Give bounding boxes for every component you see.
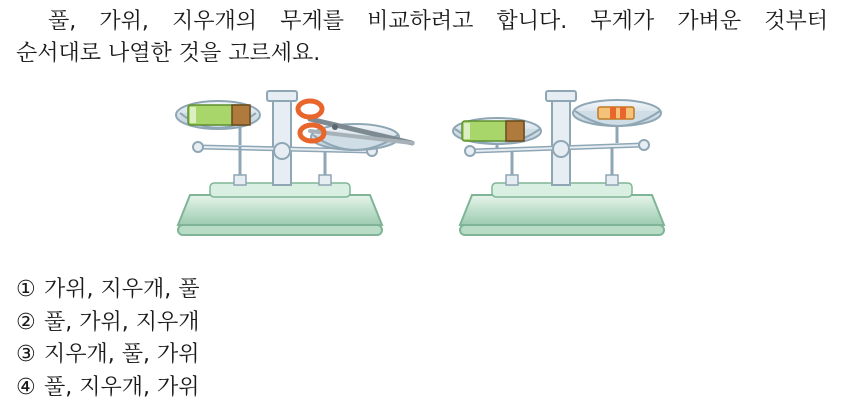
choice-number: ① bbox=[16, 277, 36, 302]
choice-number: ② bbox=[16, 309, 36, 335]
choice-text: 풀, 가위, 지우개 bbox=[44, 309, 200, 335]
balance-scales-figure bbox=[170, 85, 680, 245]
choice-text: 풀, 지우개, 가위 bbox=[44, 374, 200, 400]
choice-text: 가위, 지우개, 풀 bbox=[44, 277, 200, 302]
question-line-1: 풀, 가위, 지우개의 무게를 비교하려고 합니다. 무게가 가벼운 것부터 bbox=[48, 9, 828, 34]
choice-1[interactable] bbox=[16, 274, 200, 307]
choice-2[interactable] bbox=[16, 307, 200, 340]
choice-4[interactable] bbox=[16, 372, 200, 405]
glue-stick-right-icon bbox=[462, 121, 524, 141]
right-balance-scale bbox=[453, 91, 664, 235]
choice-number: ④ bbox=[16, 374, 36, 400]
choice-number: ③ bbox=[16, 342, 36, 367]
eraser-icon bbox=[598, 107, 634, 119]
left-balance-scale bbox=[176, 91, 412, 235]
choice-3[interactable] bbox=[16, 339, 200, 372]
question-line-2: 순서대로 나열한 것을 고르세요. bbox=[16, 41, 321, 66]
question-text bbox=[16, 6, 828, 70]
glue-stick-left-icon bbox=[188, 105, 250, 125]
answer-choices bbox=[16, 274, 200, 404]
choice-text: 지우개, 풀, 가위 bbox=[44, 342, 200, 367]
